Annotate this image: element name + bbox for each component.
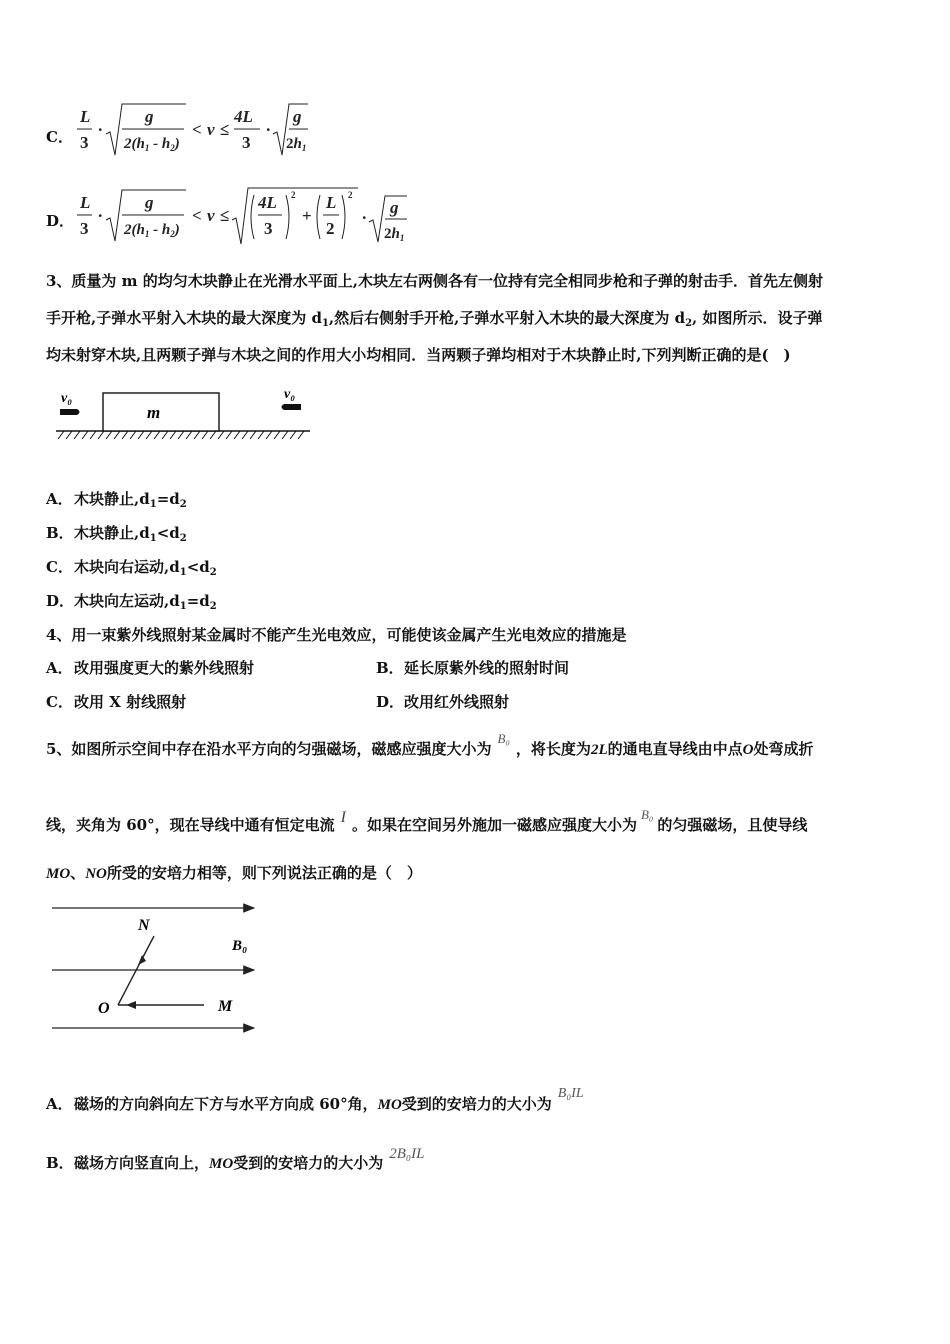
q4-option-d: D．改用红外线照射 xyxy=(376,693,510,711)
svg-text:3: 3 xyxy=(264,219,273,238)
block-mass-label: m xyxy=(147,403,161,422)
svg-text:·: · xyxy=(98,120,103,139)
svg-text:2(h1 - h2): $2(h_1 - h_2)$ xyxy=(124,136,180,153)
q2-option-c-formula xyxy=(74,100,334,162)
svg-text:<: < xyxy=(192,120,202,139)
svg-text:≤: ≤ xyxy=(220,206,230,225)
svg-text:v: v xyxy=(207,120,215,139)
svg-text:4L: 4L xyxy=(258,193,277,212)
q3-stem-line1: 3、质量为 m 的均匀木块静止在光滑水平面上,木块左右两侧各有一位持有完全相同步枪和子弹的射击手．首先左侧射 xyxy=(46,272,823,290)
right-bullet-icon xyxy=(282,404,302,410)
q5-figure xyxy=(46,898,266,1038)
q2-option-d-label: D． xyxy=(46,212,75,230)
q4-option-a: A．改用强度更大的紫外线照射 xyxy=(46,659,255,677)
q3-option-a: A．木块静止$,d_1=d_2$ xyxy=(46,490,187,510)
left-bullet-icon xyxy=(60,409,80,415)
wire-no-arrow-icon xyxy=(138,955,146,965)
q4-option-b: B．延长原紫外线的照射时间 xyxy=(376,659,570,677)
q5-stem-line2: 线，夹角为 60°，现在导线中通有恒定电流 I 。如果在空间另外施加一磁感应强度大小为B₀的匀强磁场，且使导线 xyxy=(46,807,808,834)
svg-text:≤: ≤ xyxy=(220,120,230,139)
ground-hatching xyxy=(58,431,304,439)
svg-text:g: g xyxy=(293,107,302,126)
svg-text:L: L xyxy=(80,193,91,212)
svg-text:4L: 4L xyxy=(234,107,253,126)
q3-figure xyxy=(52,385,317,440)
q3-option-b: B．木块静止$,d_1<d_2$ xyxy=(46,524,187,544)
svg-text:2: 2 xyxy=(291,190,296,200)
svg-text:+: + xyxy=(302,206,312,225)
svg-text:·: · xyxy=(98,206,103,225)
q3-stem-line3: 均未射穿木块,且两颗子弹与木块之间的作用大小均相同．当两颗子弹均相对于木块静止时,下列判断正确的是( ) xyxy=(46,346,791,364)
q4-option-c: C．改用 X 射线照射 xyxy=(46,693,187,711)
wire-mo-arrow-icon xyxy=(126,1001,136,1009)
svg-text:g: g xyxy=(145,193,154,212)
svg-text:g: g xyxy=(390,198,399,217)
svg-text:3: 3 xyxy=(80,219,89,238)
label-m: M xyxy=(218,998,233,1015)
q3-option-c: C．木块向右运动$,d_1<d_2$ xyxy=(46,558,217,578)
svg-text:·: · xyxy=(266,120,271,139)
q3-stem-line2: 手开枪,子弹水平射入木块的最大深度为 $d_1$,然后右侧射手开枪,子弹水平射入木块的最大深度为 $d_2$, 如图所示．设子弹 xyxy=(46,309,823,329)
svg-text:2h1: $2h_1$ xyxy=(384,226,405,243)
label-b0: B₀ xyxy=(232,938,248,954)
left-velocity-label: v₀ xyxy=(61,391,73,406)
label-n: N xyxy=(138,917,150,934)
q5-option-a: A．磁场的方向斜向左下方与水平方向成 60°角，MO受到的安培力的大小为B₀IL xyxy=(46,1086,584,1113)
q2-option-c-label: C． xyxy=(46,128,73,146)
svg-text:2h1: $2h_1$ xyxy=(286,136,307,153)
right-velocity-label: v₀ xyxy=(284,387,296,402)
q5-stem-line3: MO、NO所受的安培力相等，则下列说法正确的是（ ） xyxy=(46,864,422,882)
svg-text:2(h1 - h2): $2(h_1 - h_2)$ xyxy=(124,222,180,239)
svg-text:2: 2 xyxy=(326,219,335,238)
svg-text:3: 3 xyxy=(242,133,251,152)
formula-l: L xyxy=(80,107,91,126)
label-o: O xyxy=(98,1000,110,1017)
wood-block xyxy=(103,393,219,431)
q3-option-d: D．木块向左运动$,d_1=d_2$ xyxy=(46,592,217,612)
svg-text:L: L xyxy=(326,193,337,212)
q4-stem: 4、用一束紫外线照射某金属时不能产生光电效应，可能使该金属产生光电效应的措施是 xyxy=(46,626,627,644)
svg-text:·: · xyxy=(362,208,367,227)
svg-text:g: g xyxy=(145,107,154,126)
svg-text:3: 3 xyxy=(80,133,89,152)
svg-text:<: < xyxy=(192,206,202,225)
svg-text:2: 2 xyxy=(348,190,353,200)
q2-option-d-formula xyxy=(74,186,424,250)
svg-text:v: v xyxy=(207,206,215,225)
q5-stem-line1: 5、如图所示空间中存在沿水平方向的匀强磁场，磁感应强度大小为B₀，将长度为2L的通电直导线由中点O处弯成折 xyxy=(46,731,814,758)
q5-option-b: B．磁场方向竖直向上，MO受到的安培力的大小为 2B₀IL xyxy=(46,1146,425,1172)
